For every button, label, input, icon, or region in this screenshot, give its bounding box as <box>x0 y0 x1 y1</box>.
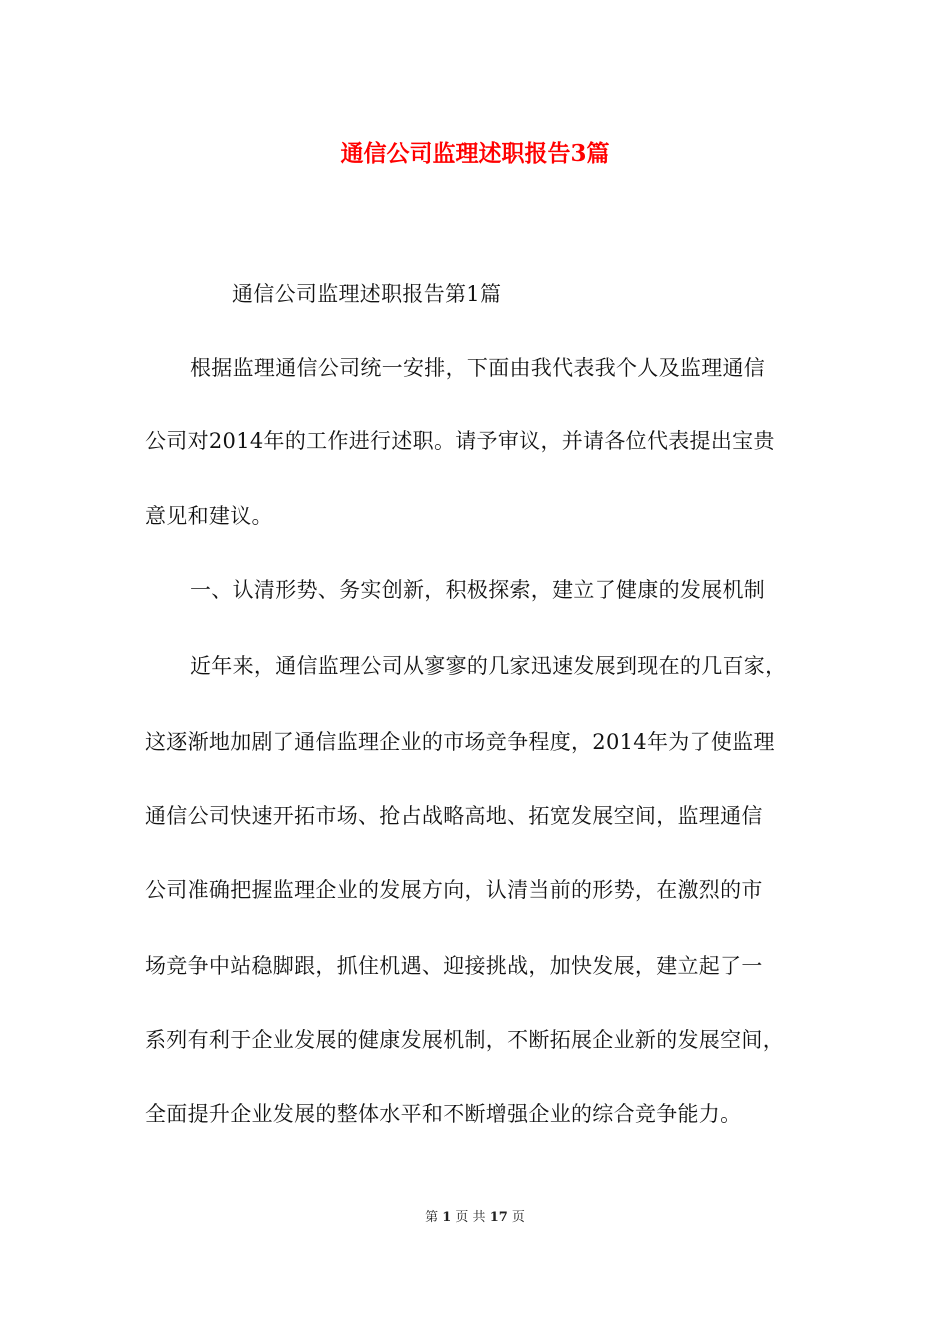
paragraph-line: 通信公司快速开拓市场、抢占战略高地、拓宽发展空间，监理通信 <box>145 804 763 828</box>
section-subtitle: 通信公司监理述职报告第1篇 <box>232 282 502 306</box>
document-title: 通信公司监理述职报告3篇 <box>340 140 610 167</box>
paragraph-line: 公司对2014年的工作进行述职。请予审议，并请各位代表提出宝贵 <box>145 429 775 453</box>
paragraph-line: 场竞争中站稳脚跟，抓住机遇、迎接挑战，加快发展，建立起了一 <box>145 954 763 978</box>
footer-total-pages: 17 <box>489 1210 508 1225</box>
paragraph-line: 意见和建议。 <box>145 504 273 528</box>
page-footer <box>0 1208 950 1228</box>
paragraph-line: 根据监理通信公司统一安排，下面由我代表我个人及监理通信 <box>190 356 766 380</box>
footer-page-suffix: 页 <box>511 1210 525 1225</box>
footer-page-prefix: 第 <box>425 1210 439 1225</box>
paragraph-line: 系列有利于企业发展的健康发展机制，不断拓展企业新的发展空间， <box>145 1028 784 1052</box>
paragraph-line: 近年来，通信监理公司从寥寥的几家迅速发展到现在的几百家， <box>190 654 787 678</box>
footer-page-mid: 页 共 <box>455 1210 486 1225</box>
section-heading: 一、认清形势、务实创新，积极探索，建立了健康的发展机制 <box>190 578 766 602</box>
footer-page-number: 1 <box>442 1210 452 1225</box>
paragraph-line: 全面提升企业发展的整体水平和不断增强企业的综合竞争能力。 <box>145 1102 742 1126</box>
paragraph-line: 这逐渐地加剧了通信监理企业的市场竞争程度，2014年为了使监理 <box>145 730 775 754</box>
paragraph-line: 公司准确把握监理企业的发展方向，认清当前的形势，在激烈的市 <box>145 878 763 902</box>
